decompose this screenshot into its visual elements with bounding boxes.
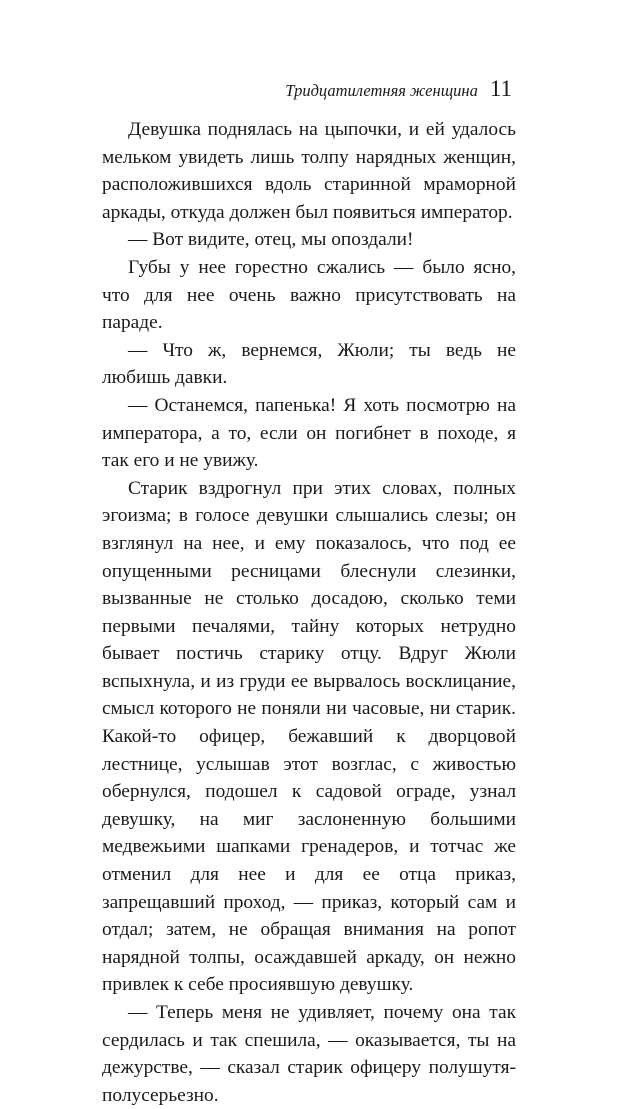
running-head <box>285 76 512 102</box>
paragraph: Губы у нее горестно сжались — было ясно, что для нее очень важно присутствовать на параде. <box>102 256 516 334</box>
body-text <box>102 116 516 1109</box>
running-title: Тридцатилетняя женщина <box>285 81 478 100</box>
paragraph: Старик вздрогнул при этих словах, полных эгоизма; в голосе девушки слышались слезы; он взглянул на нее, и ему показалось, что под ее опущенными ресницами блеснули слезинки, вызванные не столько досадою, сколько теми первыми печалями, тайну которых нетрудно бывает постичь старику отцу. Вдруг Жюли вспыхнула, и из груди ее вырвалось восклицание, смысл которого не поняли ни часовые, ни старик. Какой-то офицер, бежавший к дворцовой лестнице, услышав этот возглас, с живостью обернулся, подошел к садовой ограде, узнал девушку, на миг заслоненную большими медвежьими шапками гренадеров, и тотчас же отменил для нее и для ее отца приказ, запрещавший проход, — приказ, который сам и отдал; затем, не обращая внимания на ропот нарядной толпы, осаждавшей аркаду, он нежно привлек к себе просиявшую девушку. <box>102 477 516 996</box>
page-number: 11 <box>489 76 512 101</box>
paragraph: Девушка поднялась на цыпочки, и ей удалось мельком увидеть лишь толпу нарядных женщин, расположившихся вдоль старинной мраморной аркады, откуда должен был появиться император. <box>102 119 516 223</box>
paragraph: — Теперь меня не удивляет, почему она так сердилась и так спешила, — оказывается, ты на дежурстве, — сказал старик офицеру полушутя-полусерьезно. <box>102 1002 516 1106</box>
paragraph: — Что ж, вернемся, Жюли; ты ведь не любишь давки. <box>102 339 516 389</box>
paragraph: — Останемся, папенька! Я хоть посмотрю на императора, а то, если он погибнет в походе, я так его и не увижу. <box>102 394 516 472</box>
paragraph: — Вот видите, отец, мы опоздали! <box>128 229 414 251</box>
